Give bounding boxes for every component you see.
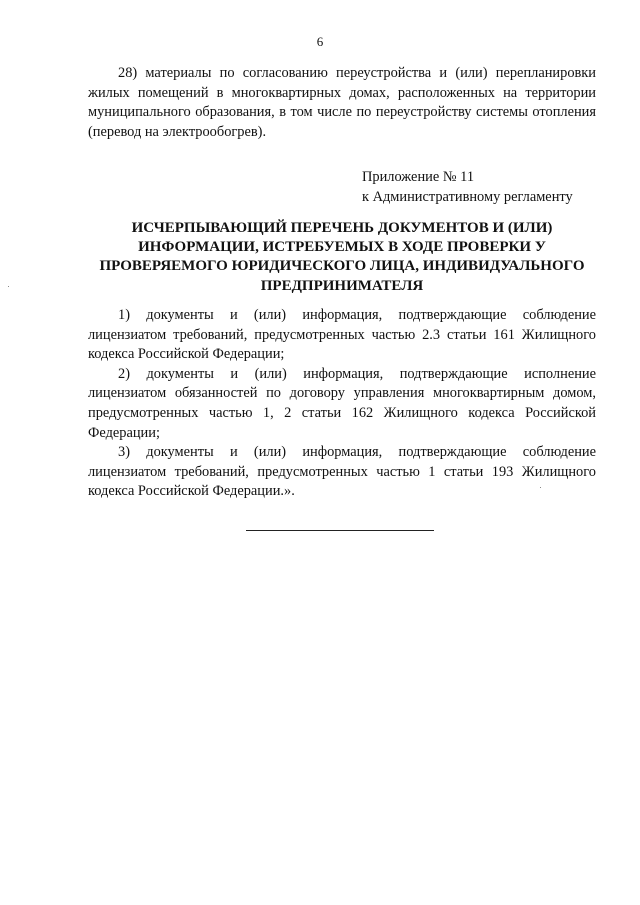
appendix-reference xyxy=(362,168,573,208)
title-line-2: ИНФОРМАЦИИ, ИСТРЕБУЕМЫХ В ХОДЕ ПРОВЕРКИ У xyxy=(138,239,546,256)
appendix-number: Приложение № 11 xyxy=(362,169,475,185)
title-line-3: ПРОВЕРЯЕМОГО ЮРИДИЧЕСКОГО ЛИЦА, ИНДИВИДУАЛЬНОГО xyxy=(99,258,585,275)
list-item-2: 2) документы и (или) информация, подтверждающие исполнение лицензиатом обязанностей по договору управления многоквартирным домом, предусмотренных частью 1, 2 статьи 162 Жилищного кодекса Российской Федерации; xyxy=(88,365,596,441)
document-title xyxy=(88,219,596,296)
page-number: 6 xyxy=(316,34,324,49)
documents-list xyxy=(88,306,596,502)
scan-speck xyxy=(8,286,9,287)
item-28-paragraph xyxy=(88,64,596,142)
list-item-3: 3) документы и (или) информация, подтверждающие соблюдение лицензиатом требований, предусмотренных частью 1 статьи 193 Жилищного кодекса Российской Федерации.». xyxy=(88,444,596,500)
appendix-regulation: к Административному регламенту xyxy=(362,188,573,205)
title-line-4: ПРЕДПРИНИМАТЕЛЯ xyxy=(260,277,424,294)
closing-separator-line xyxy=(246,530,434,531)
scan-speck xyxy=(540,487,541,488)
title-line-1: ИСЧЕРПЫВАЮЩИЙ ПЕРЕЧЕНЬ ДОКУМЕНТОВ И (ИЛИ) xyxy=(131,220,553,236)
list-item-1: 1) документы и (или) информация, подтверждающие соблюдение лицензиатом требований, предусмотренных частью 2.3 статьи 161 Жилищного кодекса Российской Федерации; xyxy=(88,307,596,363)
item-28-text: 28) материалы по согласованию переустройства и (или) перепланировки жилых помещений в многоквартирных домах, расположенных на территории муниципального образования, в том числе по переустройству системы отопления (перевод на электрообогрев). xyxy=(88,65,596,140)
